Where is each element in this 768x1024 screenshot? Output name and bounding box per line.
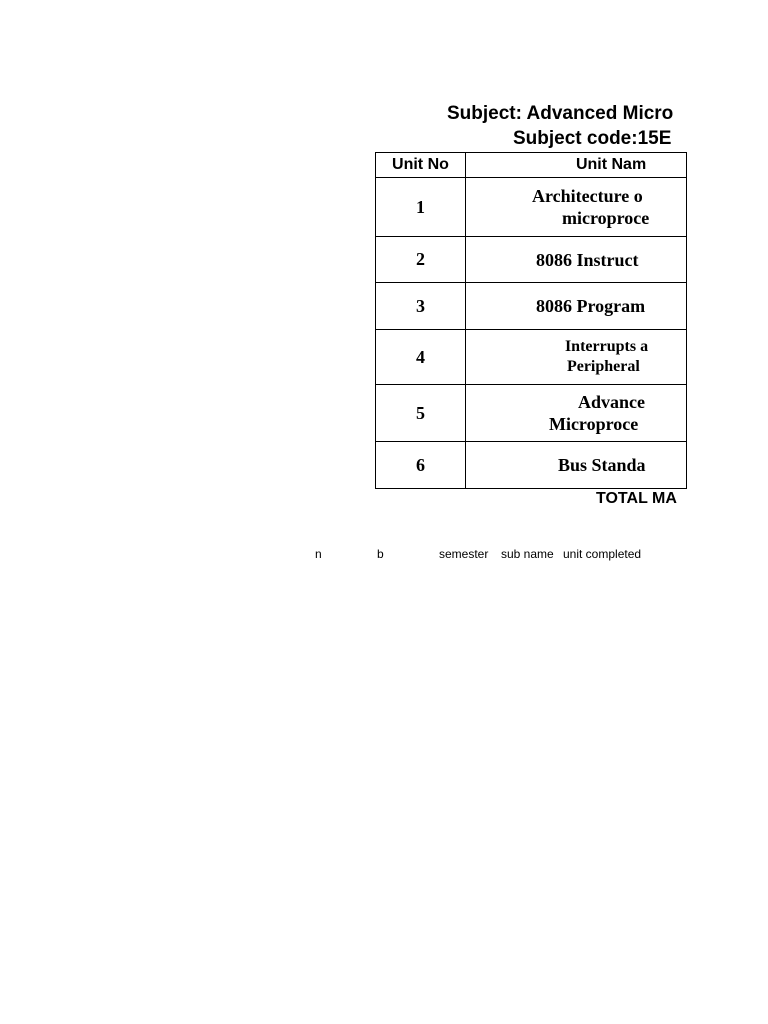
unit-name bbox=[465, 178, 686, 237]
table-row bbox=[376, 385, 687, 442]
unit-name bbox=[465, 330, 686, 385]
unit-name-line: 8086 Program bbox=[535, 296, 646, 316]
unit-name-line: Peripheral bbox=[566, 358, 640, 375]
unit-number: 4 bbox=[376, 330, 466, 385]
table-header-row bbox=[376, 153, 687, 178]
unit-name-line: Advance bbox=[577, 392, 645, 412]
total-marks-label: TOTAL MA bbox=[596, 490, 677, 507]
footer-b: b bbox=[377, 547, 384, 561]
unit-number: 2 bbox=[376, 237, 466, 283]
footer-n: n bbox=[315, 547, 322, 561]
unit-name-line: Architecture o bbox=[531, 186, 643, 206]
unit-name bbox=[465, 442, 686, 489]
subject-code: Subject code:15E bbox=[513, 128, 672, 149]
unit-name-line: Bus Standa bbox=[557, 455, 646, 475]
table-row bbox=[376, 442, 687, 489]
table-row bbox=[376, 330, 687, 385]
footer-unit-completed: unit completed bbox=[563, 547, 642, 561]
table-row bbox=[376, 283, 687, 330]
header-unit-no: Unit No bbox=[376, 153, 466, 178]
unit-name-line: microproce bbox=[561, 208, 650, 228]
table-row bbox=[376, 178, 687, 237]
footer-semester: semester bbox=[439, 547, 489, 561]
header-unit-name: Unit Nam bbox=[465, 153, 686, 178]
unit-number: 3 bbox=[376, 283, 466, 330]
footer-sub-name: sub name bbox=[501, 547, 554, 561]
unit-number: 1 bbox=[376, 178, 466, 237]
unit-name bbox=[465, 237, 686, 283]
subject-title: Subject: Advanced Micro bbox=[447, 103, 674, 124]
unit-number: 6 bbox=[376, 442, 466, 489]
units-table bbox=[375, 152, 687, 489]
unit-name-line: Interrupts a bbox=[564, 338, 649, 355]
table-row bbox=[376, 237, 687, 283]
unit-name bbox=[465, 385, 686, 442]
unit-name-line: 8086 Instruct bbox=[535, 249, 639, 270]
unit-name-line: Microproce bbox=[548, 414, 639, 434]
unit-number: 5 bbox=[376, 385, 466, 442]
unit-name bbox=[465, 283, 686, 330]
